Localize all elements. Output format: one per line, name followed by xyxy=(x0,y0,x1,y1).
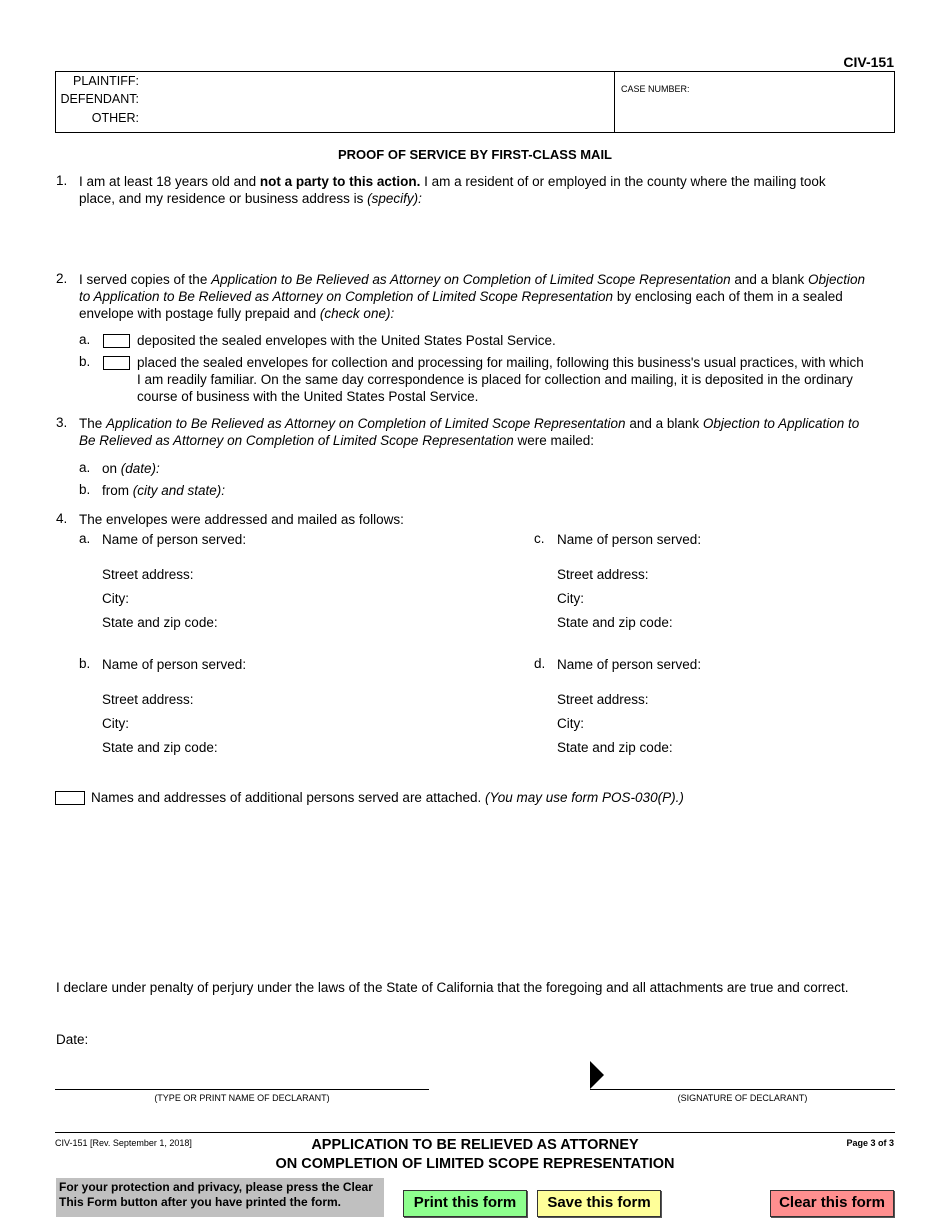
item-2b-text: placed the sealed envelopes for collection and processing for mailing, following this business's usual practices, with which I am readily familiar. On the same day correspondence is placed for collection and mailing, it is deposited in the ordinary course of business with the United States Postal Service. xyxy=(137,355,864,404)
form-id: CIV-151 xyxy=(843,54,894,70)
item-2a-text: deposited the sealed envelopes with the United States Postal Service. xyxy=(137,333,556,348)
party-b-name-field[interactable] xyxy=(102,674,502,690)
party-c-street-label: Street address: xyxy=(557,567,649,582)
additional-persons-checkbox[interactable] xyxy=(55,791,85,805)
item-2-text: I served copies of the Application to Be Relieved as Attorney on Completion of Limited Scope Representation and a blank Objection to Application to Be Relieved as Attorney on Completion of Limited Scope Representation by enclosing each of them in a sealed envelope with postage fully prepaid and (check one): xyxy=(79,272,865,321)
declaration-text: I declare under penalty of perjury under the laws of the State of California that the foregoing and all attachments are true and correct. xyxy=(56,980,849,995)
parties-field[interactable] xyxy=(144,73,610,131)
mailing-date-field[interactable] xyxy=(170,458,890,476)
item-3b-text: from (city and state): xyxy=(102,483,226,498)
party-a-name-label: Name of person served: xyxy=(102,532,247,547)
address-field[interactable] xyxy=(79,210,894,260)
defendant-label: DEFENDANT: xyxy=(60,92,139,106)
date-label: Date: xyxy=(56,1032,89,1047)
declarant-name-field[interactable] xyxy=(55,1064,429,1088)
item-4-number: 4. xyxy=(56,511,68,526)
party-a-name-field[interactable] xyxy=(102,549,502,565)
party-c-name-label: Name of person served: xyxy=(557,532,702,547)
form-title: PROOF OF SERVICE BY FIRST-CLASS MAIL xyxy=(338,147,612,162)
signature-arrow-icon xyxy=(590,1061,604,1089)
party-c-letter: c. xyxy=(534,531,545,546)
party-c-state-label: State and zip code: xyxy=(557,615,673,630)
item-2a-checkbox[interactable] xyxy=(103,334,130,348)
signature-line xyxy=(590,1089,895,1090)
print-form-button[interactable]: Print this form xyxy=(403,1190,527,1217)
party-d-street-label: Street address: xyxy=(557,692,649,707)
party-a-city-label: City: xyxy=(102,591,129,606)
clear-form-button[interactable]: Clear this form xyxy=(770,1190,894,1217)
party-a-street-label: Street address: xyxy=(102,567,194,582)
party-a-letter: a. xyxy=(79,531,91,546)
item-2b-label: b. xyxy=(79,354,91,369)
signature-caption: (SIGNATURE OF DECLARANT) xyxy=(677,1093,808,1103)
party-d-name-label: Name of person served: xyxy=(557,657,702,672)
footer-title: APPLICATION TO BE RELIEVED AS ATTORNEY ON COMPLETION OF LIMITED SCOPE REPRESENTATION xyxy=(275,1137,675,1172)
page-number: Page 3 of 3 xyxy=(846,1138,894,1148)
party-d-state-label: State and zip code: xyxy=(557,740,673,755)
case-number-label: CASE NUMBER: xyxy=(621,84,690,94)
plaintiff-label: PLAINTIFF: xyxy=(73,74,139,88)
case-number-field[interactable] xyxy=(618,96,892,130)
save-form-button[interactable]: Save this form xyxy=(537,1190,661,1217)
item-4-intro: The envelopes were addressed and mailed as follows: xyxy=(79,512,404,527)
item-2a-label: a. xyxy=(79,332,91,347)
party-b-state-label: State and zip code: xyxy=(102,740,218,755)
declarant-name-caption: (TYPE OR PRINT NAME OF DECLARANT) xyxy=(154,1093,330,1103)
form-revision: CIV-151 [Rev. September 1, 2018] xyxy=(55,1138,192,1148)
party-d-letter: d. xyxy=(534,656,546,671)
item-2b-checkbox[interactable] xyxy=(103,356,130,370)
item-1-number: 1. xyxy=(56,173,68,188)
footer-rule xyxy=(55,1132,895,1133)
other-label: OTHER: xyxy=(91,111,139,125)
party-a-state-label: State and zip code: xyxy=(102,615,218,630)
party-b-letter: b. xyxy=(79,656,91,671)
item-1-text: I am at least 18 years old and not a party to this action. I am a resident of or employed in the county where the mailing took place, and my residence or business address is (specify): xyxy=(79,174,826,206)
date-field[interactable] xyxy=(92,1029,342,1047)
party-d-city-label: City: xyxy=(557,716,584,731)
item-3b-label: b. xyxy=(79,482,91,497)
privacy-note: For your protection and privacy, please press the Clear This Form button after you have printed the form. xyxy=(56,1178,384,1217)
declarant-name-line xyxy=(55,1089,429,1090)
party-b-name-label: Name of person served: xyxy=(102,657,247,672)
party-d-name-field[interactable] xyxy=(557,674,892,690)
caption-divider xyxy=(614,71,615,133)
item-3-text: The Application to Be Relieved as Attorney on Completion of Limited Scope Representation and a blank Objection to Application to Be Relieved as Attorney on Completion of Limited Scope Representation were mailed: xyxy=(79,416,860,448)
item-3a-text: on (date): xyxy=(102,461,160,476)
party-b-city-label: City: xyxy=(102,716,129,731)
item-2-number: 2. xyxy=(56,271,68,286)
item-3a-label: a. xyxy=(79,460,91,475)
mailing-city-state-field[interactable] xyxy=(235,480,890,498)
party-c-city-label: City: xyxy=(557,591,584,606)
party-c-name-field[interactable] xyxy=(557,549,892,565)
party-b-street-label: Street address: xyxy=(102,692,194,707)
item-3-number: 3. xyxy=(56,415,68,430)
additional-persons-text: Names and addresses of additional persons served are attached. (You may use form POS-030(P).) xyxy=(91,790,684,805)
